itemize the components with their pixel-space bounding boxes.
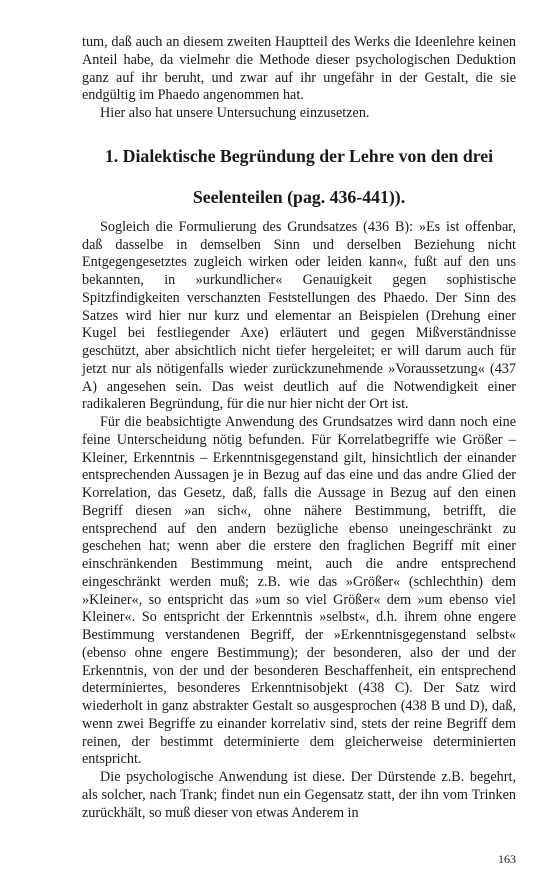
- section-heading-line-1: 1. Dialektische Begründung der Lehre von den drei: [104, 145, 494, 166]
- body-paragraph-1: Sogleich die Formulierung des Grundsatzes (436 B): »Es ist offenbar, daß dasselbe in demselben Sinn und derselben Beziehung nicht Entgegengesetztes zugleich wirken oder leiden kann«, fußt auf den uns bekannten, in »urkundlicher« Genauigkeit gegen sophistische Spitzfindigkeiten verschanzten Feststellungen des Phaedo. Der Sinn des Satzes wird hier nur kurz und elementar an Beispielen (Drehung einer Kugel bei festliegender Axe) erläutert und gegen Mißverständnisse geschützt, aber absichtlich nicht tiefer hergeleitet; er will darum auch für jetzt nur als nötigenfalls wieder zurückzunehmende »Voraussetzung« (437 A) angesehen sein. Das weist deutlich auf die Notwendigkeit einer radikaleren Begründung, für die nur hier nicht der Ort ist.: [82, 218, 516, 413]
- section-heading: [82, 137, 516, 217]
- page-number: 163: [498, 852, 516, 866]
- intro-second-paragraph: Hier also hat unsere Untersuchung einzusetzen.: [100, 105, 370, 121]
- intro-paragraph: tum, daß auch an diesem zweiten Hauptteil des Werks die Ideenlehre keinen Anteil habe, da vielmehr die Methode dieser psychologischen Deduktion ganz auf ihr beruht, und zwar auf ihr ungefähr in der Gestalt, die sie endgültig im Phaedo angenommen hat.: [82, 34, 516, 104]
- book-page: [82, 34, 516, 822]
- body-paragraph-2: Für die beabsichtigte Anwendung des Grundsatzes wird dann noch eine feine Unterscheidung nötig befunden. Für Korrelatbegriffe wie Größer – Kleiner, Erkenntnis – Erkenntnisgegenstand gilt, hinsichtlich der einander entsprechenden Aussagen je in Bezug auf das eine und das andre Glied der Korrelation, das Gesetz, daß, falls die Aussage in Bezug auf den einen Begriff diesen »an sich«, ohne nähere Bestimmung, betrifft, die entsprechend auf den andern bezügliche ebenso uneingeschränkt zu geschehen hat; wenn aber die erstere den fraglichen Begriff mit einer einschränkenden Bestimmung meint, auch die andre entsprechend eingeschränkt werden muß; z.B. wie das »Größer« (schlechthin) dem »Kleiner«, so entspricht das »um so viel Größer« dem »um ebenso viel Kleiner«. So entspricht der Erkenntnis »selbst«, d.h. ihrem ohne engere Bestimmung verstandenen Begriff, der »Erkenntnisgegenstand selbst« (ebenso ohne engere Bestimmung); der besonderen, also der und der Erkenntnis, von der und der besonderen Beschaffenheit, ein entsprechend determiniertes, besonderes Erkenntnisobjekt (438 C). Der Satz wird wiederholt in ganz abstrakter Gestalt so ausgesprochen (438 B und D), daß, wenn zwei Begriffe zu einander korrelativ sind, stets der reine Begriff dem reinen, der bestimmt determinierte dem gleicherweise determinierten entspricht.: [82, 414, 516, 768]
- body-paragraph-3: Die psychologische Anwendung ist diese. Der Dürstende z.B. begehrt, als solcher, nach Trank; findet nun ein Gegensatz statt, der ihn vom Trinken zurückhält, so muß dieser von etwas Anderem in: [82, 769, 516, 821]
- section-heading-line-2: Seelenteilen (pag. 436-441)).: [192, 186, 406, 207]
